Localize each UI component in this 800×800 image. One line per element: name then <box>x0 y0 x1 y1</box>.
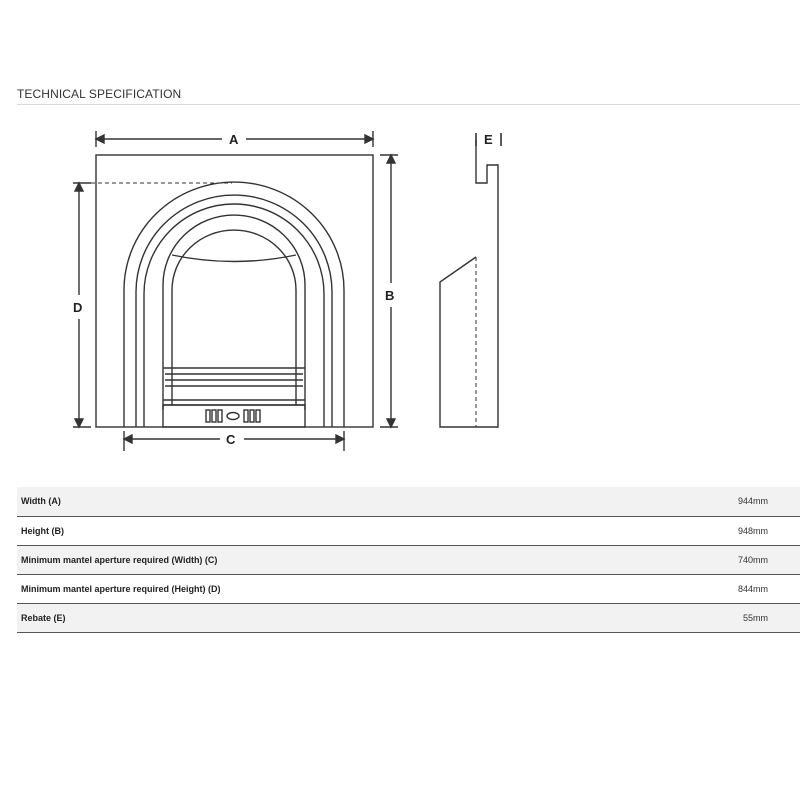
label-a: A <box>229 132 239 147</box>
spec-value: 948mm <box>737 525 768 536</box>
spec-label: Height (B) <box>21 525 64 536</box>
vent-slots <box>206 410 260 422</box>
vent-panel <box>163 405 305 427</box>
arch-outer <box>124 182 344 427</box>
spec-row <box>17 574 800 603</box>
arch-inner-rim <box>144 204 324 427</box>
specification-table <box>17 487 800 633</box>
spec-label: Rebate (E) <box>21 612 66 623</box>
spec-value: 844mm <box>737 583 768 594</box>
spec-label: Width (A) <box>21 496 61 507</box>
spec-value: 55mm <box>742 612 768 623</box>
spec-value: 944mm <box>737 496 768 507</box>
opening-inner <box>172 230 296 405</box>
canopy <box>172 255 296 262</box>
spec-value: 740mm <box>737 554 768 565</box>
label-c: C <box>226 432 236 447</box>
label-b: B <box>385 288 395 303</box>
label-d: D <box>73 300 83 315</box>
spec-row <box>17 603 800 632</box>
spec-row <box>17 516 800 545</box>
label-e: E <box>484 132 493 147</box>
spec-label: Minimum mantel aperture required (Width) (C) <box>21 554 218 565</box>
opening-outline <box>163 215 305 410</box>
spec-label: Minimum mantel aperture required (Height) (D) <box>21 583 221 594</box>
side-profile <box>440 140 498 427</box>
section-title: TECHNICAL SPECIFICATION <box>17 87 182 101</box>
spec-row <box>17 487 800 516</box>
spec-row <box>17 545 800 574</box>
